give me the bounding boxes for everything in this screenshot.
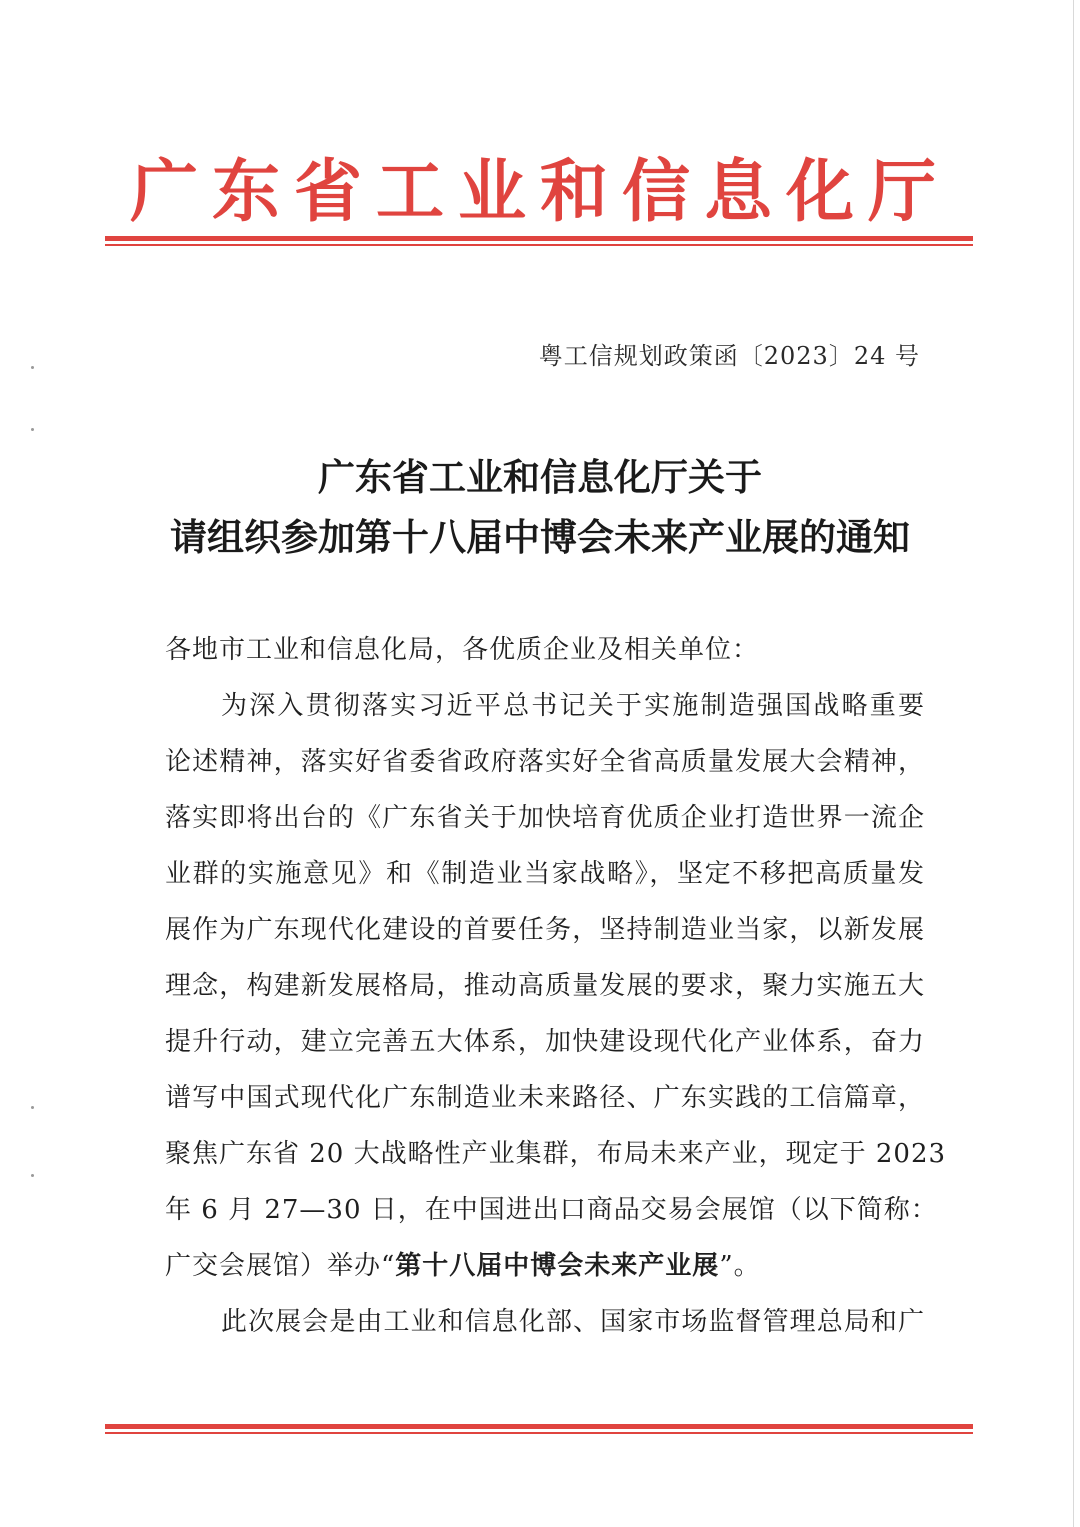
title-line-1: 广东省工业和信息化厅关于	[318, 456, 762, 499]
paragraph-text: ”。	[719, 1251, 761, 1281]
letterhead-org-name: 广东省工业和信息化厅	[129, 153, 950, 232]
paragraph-line: 落实即将出台的《广东省关于加快培育优质企业打造世界一流企	[165, 803, 925, 833]
body-paragraph-1	[165, 678, 947, 1294]
paragraph-line: 论述精神，落实好省委省政府落实好全省高质量发展大会精神，	[165, 747, 925, 777]
title-line-2: 请组织参加第十八届中博会未来产业展的通知	[170, 516, 910, 559]
paragraph-line: 此次展会是由工业和信息化部、国家市场监督管理总局和广	[221, 1307, 925, 1337]
paragraph-line: 聚焦广东省 20 大战略性产业集群，布局未来产业，现定于 2023	[165, 1139, 947, 1169]
paragraph-line: 谱写中国式现代化广东制造业未来路径、广东实践的工信篇章，	[165, 1083, 925, 1113]
exhibition-name: 第十八届中博会未来产业展	[395, 1251, 720, 1281]
paragraph-text: 广交会展馆）举办“	[165, 1251, 396, 1281]
paragraph-line: 提升行动，建立完善五大体系，加快建设现代化产业体系，奋力	[165, 1027, 925, 1057]
paragraph-line: 理念，构建新发展格局，推动高质量发展的要求，聚力实施五大	[165, 971, 925, 1001]
letterhead-red-rule	[105, 236, 973, 246]
document-number: 粤工信规划政策函〔2023〕24 号	[538, 342, 920, 370]
paragraph-line-last	[165, 1238, 925, 1294]
paragraph-line: 展作为广东现代化建设的首要任务，坚持制造业当家，以新发展	[165, 915, 925, 945]
scan-dot	[31, 1106, 34, 1109]
document-title	[0, 448, 1080, 568]
scan-dot	[31, 366, 34, 369]
paragraph-line: 为深入贯彻落实习近平总书记关于实施制造强国战略重要	[221, 691, 925, 721]
recipients-salutation: 各地市工业和信息化局，各优质企业及相关单位：	[165, 635, 760, 665]
footer-red-rule	[105, 1424, 973, 1434]
scan-dot	[31, 1174, 34, 1177]
body-paragraph-2	[165, 1294, 925, 1350]
paragraph-line: 年 6 月 27—30 日，在中国进出口商品交易会展馆（以下简称：	[165, 1195, 938, 1225]
paragraph-line: 业群的实施意见》和《制造业当家战略》，坚定不移把高质量发	[165, 859, 925, 889]
scan-dot	[31, 428, 34, 431]
